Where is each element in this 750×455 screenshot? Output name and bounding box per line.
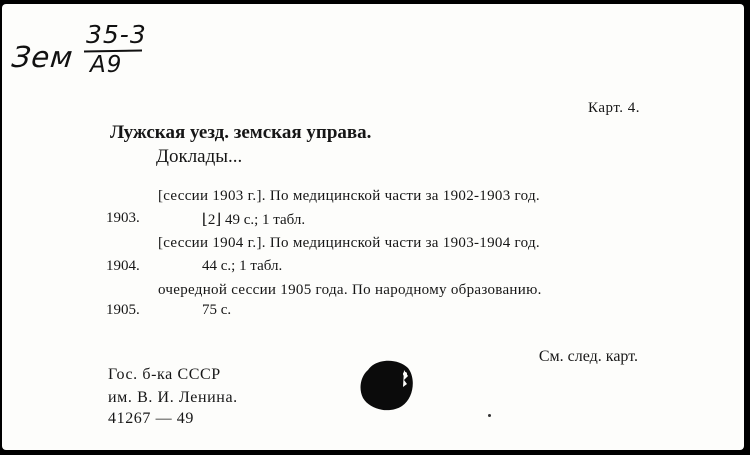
card-subheading: Доклады... <box>156 146 243 167</box>
entry-title: очередной сессии 1905 года. По народному образованию. <box>158 282 542 298</box>
entry-detail: 75 с. <box>202 302 232 318</box>
card-number: Карт. 4. <box>588 100 640 116</box>
catalog-card <box>2 4 744 450</box>
card-heading: Лужская уезд. земская управа. <box>110 122 372 143</box>
library-stamp-line: Гос. б-ка СССР <box>108 366 221 383</box>
entry-detail: 44 с.; 1 табл. <box>202 258 283 274</box>
entry-title: [сессии 1903 г.]. По медицинской части за 1902-1903 год. <box>158 188 540 204</box>
library-stamp-line: 41267 — 49 <box>108 410 194 427</box>
handwritten-fraction-top: 35-3 <box>86 20 147 49</box>
see-next-card-note: См. след. карт. <box>538 348 638 365</box>
ink-speck <box>488 414 491 417</box>
library-stamp-line: им. В. И. Ленина. <box>108 389 238 406</box>
entry-year: 1905. <box>106 302 140 318</box>
entry-title: [сессии 1904 г.]. По медицинской части за 1903-1904 год. <box>158 235 540 251</box>
handwritten-fraction-bottom: А9 <box>90 52 123 78</box>
entry-year: 1903. <box>106 210 140 226</box>
entry-detail: ⌊2⌋ 49 с.; 1 табл. <box>202 212 306 228</box>
handwritten-prefix: Зем <box>10 40 76 74</box>
entry-year: 1904. <box>106 258 140 274</box>
ink-blot <box>358 356 414 412</box>
